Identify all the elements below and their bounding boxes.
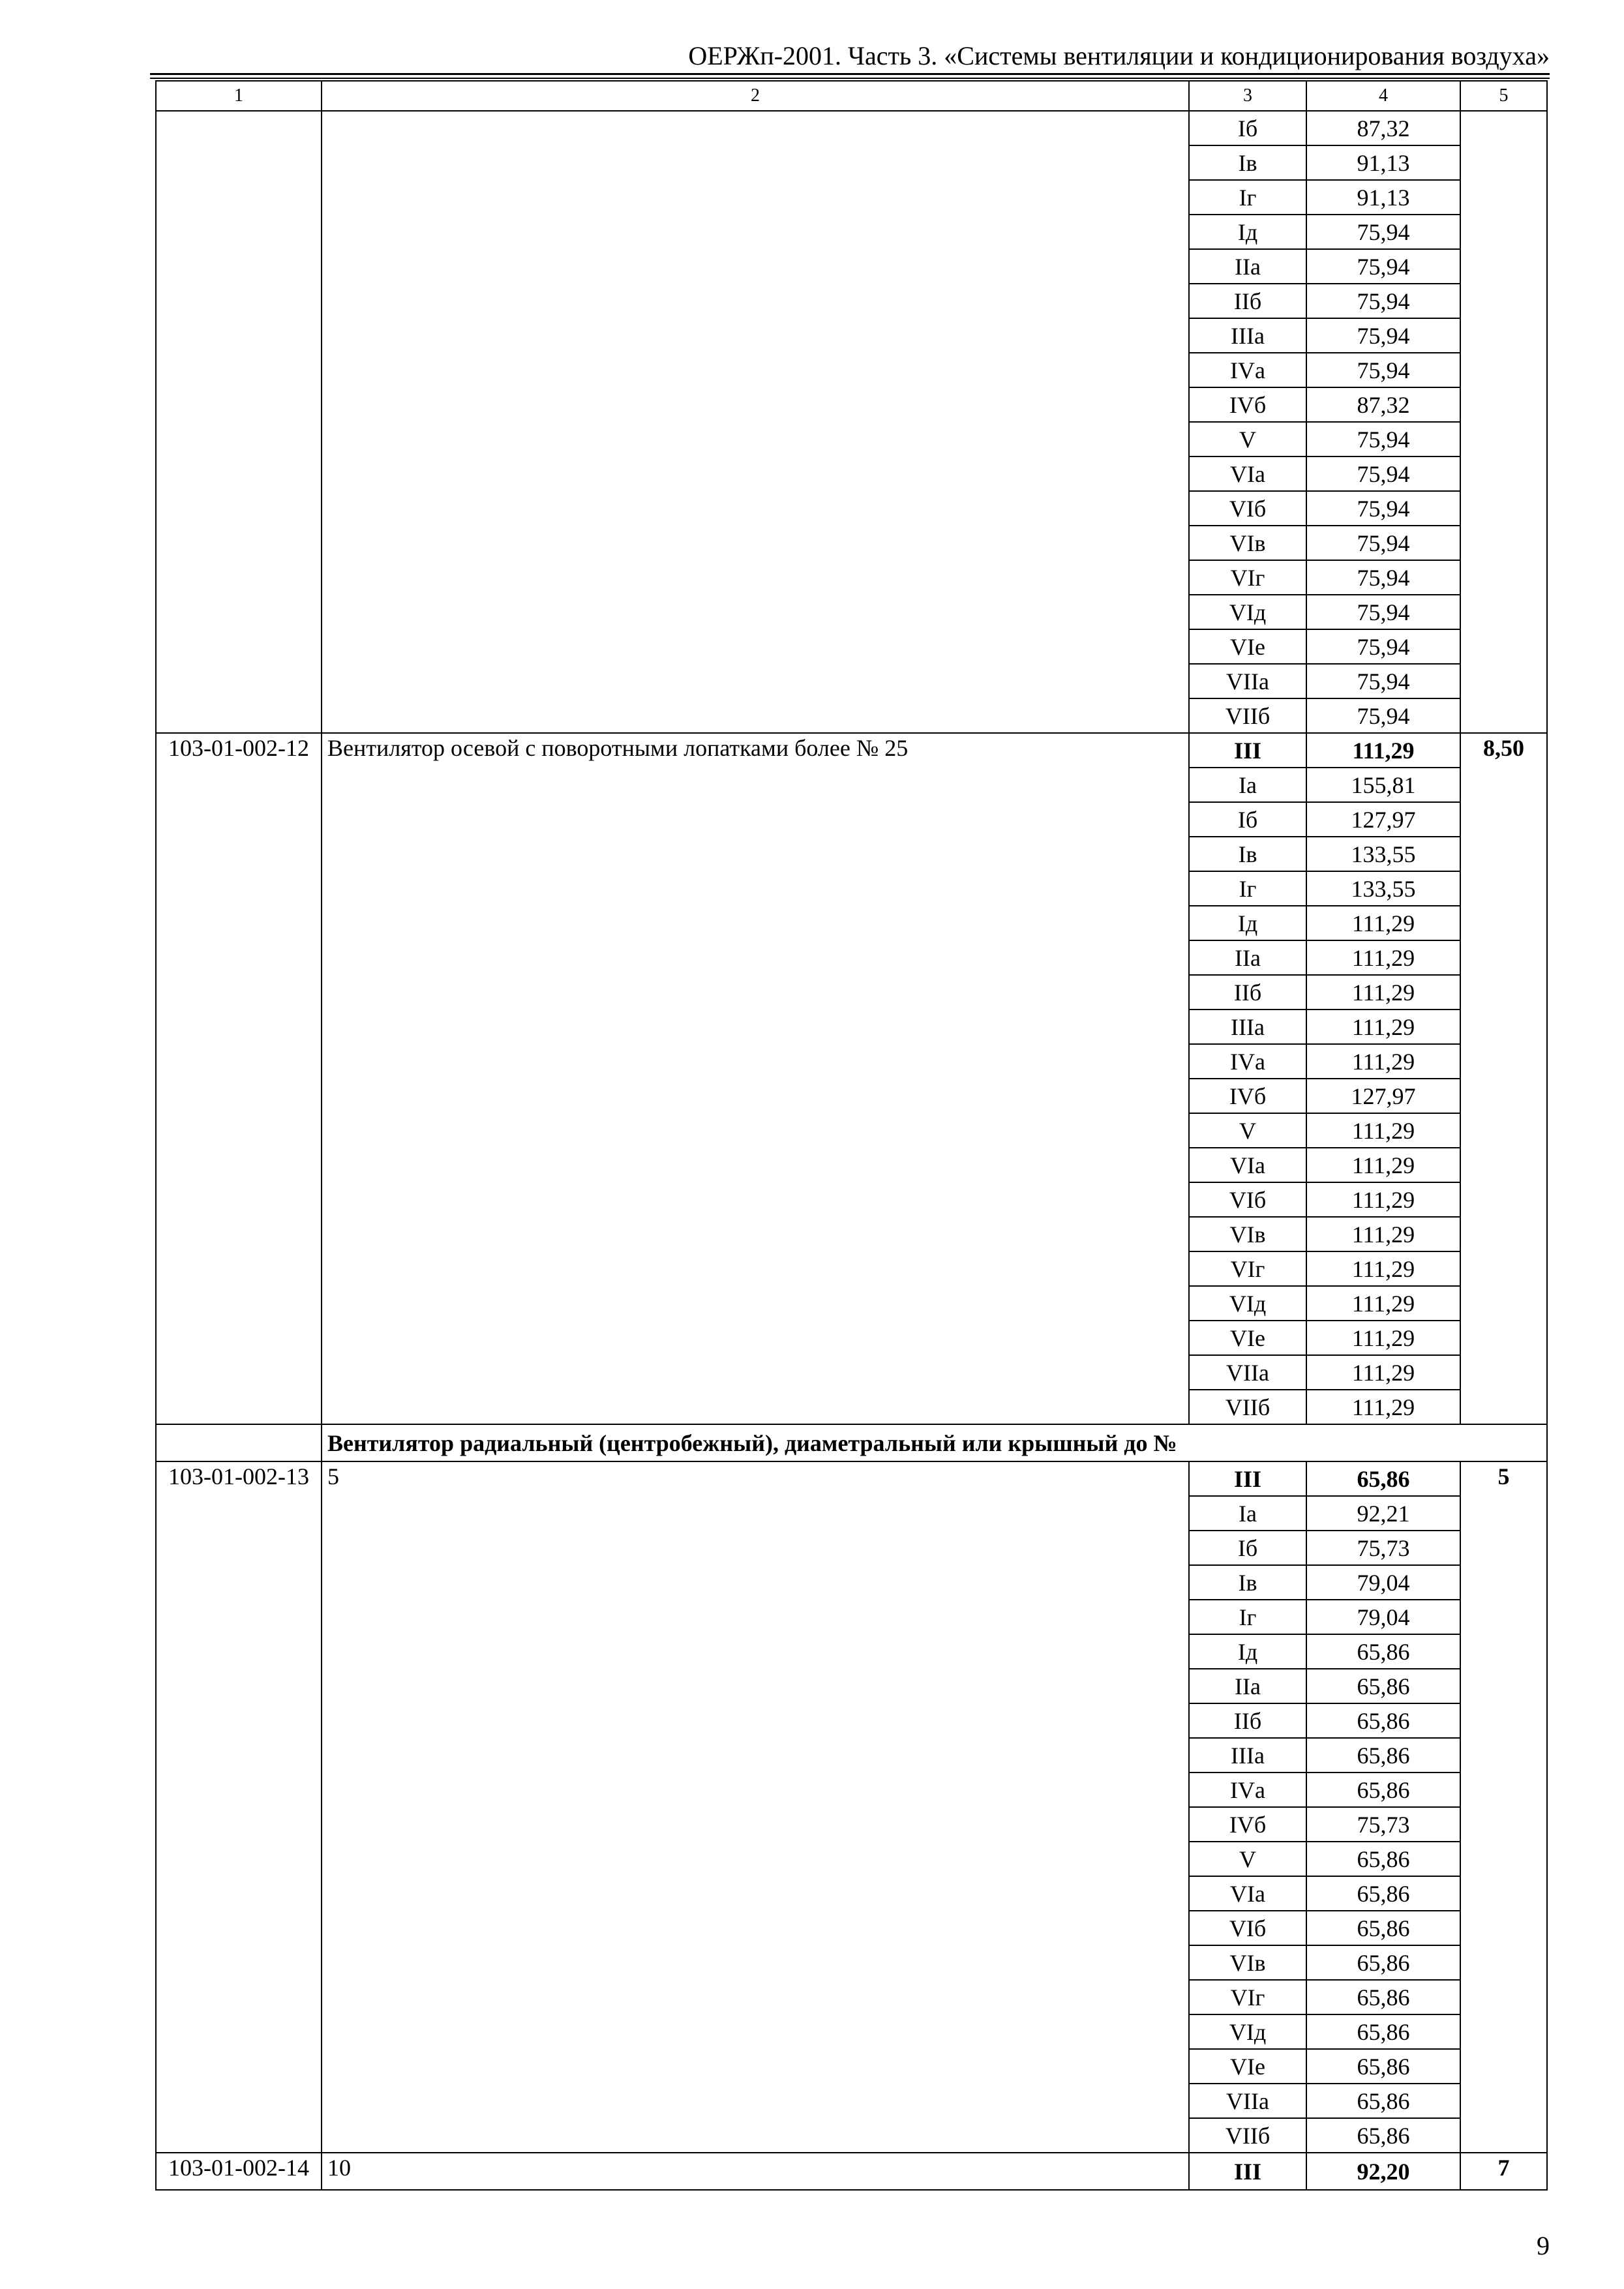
value-cell: 133,55 xyxy=(1306,837,1460,871)
zone-cell: IIIа xyxy=(1189,1010,1306,1044)
zone-cell: VIIб xyxy=(1189,698,1306,733)
page-header: ОЕРЖп-2001. Часть 3. «Системы вентиляции и кондиционирования воздуха» xyxy=(688,41,1550,70)
value-cell: 111,29 xyxy=(1306,733,1460,768)
table-row xyxy=(156,2153,1547,2190)
zone-cell: VIд xyxy=(1189,595,1306,629)
value-cell: 111,29 xyxy=(1306,1113,1460,1148)
rates-table-body xyxy=(156,81,1547,2190)
value-cell: 87,32 xyxy=(1306,111,1460,145)
page-number: 9 xyxy=(1537,2231,1550,2260)
zone-cell: VIг xyxy=(1189,560,1306,595)
zone-cell: Iд xyxy=(1189,1634,1306,1669)
value-cell: 111,29 xyxy=(1306,1286,1460,1321)
zone-cell: Iб xyxy=(1189,1531,1306,1565)
value-cell: 111,29 xyxy=(1306,1321,1460,1355)
zone-cell: IIIа xyxy=(1189,1738,1306,1773)
value-cell: 111,29 xyxy=(1306,1355,1460,1390)
value-cell: 111,29 xyxy=(1306,906,1460,940)
value-cell: 75,94 xyxy=(1306,215,1460,249)
value-cell: 75,94 xyxy=(1306,353,1460,387)
zone-cell: VIб xyxy=(1189,491,1306,526)
value-cell: 79,04 xyxy=(1306,1565,1460,1600)
value-cell: 92,20 xyxy=(1306,2153,1460,2190)
code-cell xyxy=(156,111,322,733)
zone-cell: VIд xyxy=(1189,1286,1306,1321)
value-cell: 75,73 xyxy=(1306,1531,1460,1565)
zone-cell: IVб xyxy=(1189,1807,1306,1842)
value-cell: 65,86 xyxy=(1306,2084,1460,2118)
zone-cell: IVа xyxy=(1189,1044,1306,1079)
value-cell: 65,86 xyxy=(1306,1980,1460,2014)
zone-cell: VIв xyxy=(1189,1945,1306,1980)
column-number: 3 xyxy=(1189,81,1306,111)
value-cell: 75,94 xyxy=(1306,456,1460,491)
zone-cell: Iг xyxy=(1189,1600,1306,1634)
name-cell xyxy=(322,111,1189,733)
column-number: 2 xyxy=(322,81,1189,111)
value-cell: 111,29 xyxy=(1306,1251,1460,1286)
zone-cell: VIа xyxy=(1189,1876,1306,1911)
zone-cell: IIб xyxy=(1189,1703,1306,1738)
column-number: 4 xyxy=(1306,81,1460,111)
value-cell: 75,73 xyxy=(1306,1807,1460,1842)
zone-cell: III xyxy=(1189,1461,1306,1496)
zone-cell: IIа xyxy=(1189,249,1306,284)
col5-cell: 5 xyxy=(1460,1461,1547,2153)
zone-cell: VIIа xyxy=(1189,1355,1306,1390)
code-cell: 103-01-002-12 xyxy=(156,733,322,1424)
zone-cell: IIа xyxy=(1189,940,1306,975)
zone-cell: Iд xyxy=(1189,906,1306,940)
value-cell: 75,94 xyxy=(1306,491,1460,526)
col5-cell: 7 xyxy=(1460,2153,1547,2190)
zone-cell: Iг xyxy=(1189,871,1306,906)
value-cell: 91,13 xyxy=(1306,145,1460,180)
value-cell: 75,94 xyxy=(1306,595,1460,629)
value-cell: 75,94 xyxy=(1306,664,1460,698)
value-cell: 92,21 xyxy=(1306,1496,1460,1531)
value-cell: 65,86 xyxy=(1306,1945,1460,1980)
value-cell: 111,29 xyxy=(1306,975,1460,1010)
zone-cell: IIIа xyxy=(1189,318,1306,353)
group-title-row xyxy=(156,1424,1547,1461)
value-cell: 75,94 xyxy=(1306,560,1460,595)
value-cell: 65,86 xyxy=(1306,1773,1460,1807)
zone-cell: V xyxy=(1189,1113,1306,1148)
zone-cell: IVб xyxy=(1189,1079,1306,1113)
zone-cell: Iг xyxy=(1189,180,1306,215)
zone-cell: IIб xyxy=(1189,284,1306,318)
value-cell: 111,29 xyxy=(1306,1010,1460,1044)
value-cell: 65,86 xyxy=(1306,1876,1460,1911)
table-row xyxy=(156,733,1547,768)
zone-cell: Iа xyxy=(1189,1496,1306,1531)
zone-cell: VIе xyxy=(1189,2049,1306,2084)
value-cell: 65,86 xyxy=(1306,2049,1460,2084)
header-rule-thin xyxy=(150,78,1550,79)
zone-cell: Iв xyxy=(1189,1565,1306,1600)
value-cell: 65,86 xyxy=(1306,1634,1460,1669)
value-cell: 65,86 xyxy=(1306,1461,1460,1496)
zone-cell: VIв xyxy=(1189,1217,1306,1251)
value-cell: 65,86 xyxy=(1306,1738,1460,1773)
zone-cell: V xyxy=(1189,1842,1306,1876)
zone-cell: VIIб xyxy=(1189,2118,1306,2153)
column-numbers-row xyxy=(156,81,1547,111)
value-cell: 75,94 xyxy=(1306,422,1460,456)
zone-cell: IVа xyxy=(1189,353,1306,387)
value-cell: 111,29 xyxy=(1306,1182,1460,1217)
header-rule xyxy=(150,73,1550,75)
value-cell: 111,29 xyxy=(1306,1217,1460,1251)
zone-cell: VIе xyxy=(1189,1321,1306,1355)
zone-cell: V xyxy=(1189,422,1306,456)
value-cell: 75,94 xyxy=(1306,629,1460,664)
zone-cell: IIа xyxy=(1189,1669,1306,1703)
value-cell: 65,86 xyxy=(1306,1842,1460,1876)
name-cell: 5 xyxy=(322,1461,1189,2153)
zone-cell: IVа xyxy=(1189,1773,1306,1807)
zone-cell: VIа xyxy=(1189,456,1306,491)
value-cell: 133,55 xyxy=(1306,871,1460,906)
group-title: Вентилятор радиальный (центробежный), диаметральный или крышный до № xyxy=(322,1424,1547,1461)
value-cell: 75,94 xyxy=(1306,698,1460,733)
col5-cell xyxy=(1460,111,1547,733)
value-cell: 91,13 xyxy=(1306,180,1460,215)
zone-cell: IVб xyxy=(1189,387,1306,422)
value-cell: 155,81 xyxy=(1306,768,1460,802)
value-cell: 75,94 xyxy=(1306,249,1460,284)
col5-cell: 8,50 xyxy=(1460,733,1547,1424)
name-cell: Вентилятор осевой с поворотными лопатками более № 25 xyxy=(322,733,1189,1424)
table-row xyxy=(156,1461,1547,1496)
zone-cell: VIб xyxy=(1189,1911,1306,1945)
zone-cell: VIв xyxy=(1189,526,1306,560)
value-cell: 65,86 xyxy=(1306,2118,1460,2153)
zone-cell: Iб xyxy=(1189,802,1306,837)
zone-cell: IIб xyxy=(1189,975,1306,1010)
value-cell: 79,04 xyxy=(1306,1600,1460,1634)
value-cell: 127,97 xyxy=(1306,802,1460,837)
zone-cell: VIIа xyxy=(1189,664,1306,698)
zone-cell: Iд xyxy=(1189,215,1306,249)
value-cell: 75,94 xyxy=(1306,284,1460,318)
value-cell: 111,29 xyxy=(1306,1148,1460,1182)
zone-cell: VIб xyxy=(1189,1182,1306,1217)
zone-cell: Iб xyxy=(1189,111,1306,145)
name-cell: 10 xyxy=(322,2153,1189,2190)
zone-cell: Iа xyxy=(1189,768,1306,802)
rates-table xyxy=(155,80,1548,2191)
value-cell: 65,86 xyxy=(1306,2014,1460,2049)
value-cell: 111,29 xyxy=(1306,940,1460,975)
zone-cell: VIе xyxy=(1189,629,1306,664)
value-cell: 65,86 xyxy=(1306,1669,1460,1703)
code-cell: 103-01-002-13 xyxy=(156,1461,322,2153)
zone-cell: VIа xyxy=(1189,1148,1306,1182)
zone-cell: VIд xyxy=(1189,2014,1306,2049)
zone-cell: VIIб xyxy=(1189,1390,1306,1424)
value-cell: 75,94 xyxy=(1306,526,1460,560)
value-cell: 65,86 xyxy=(1306,1703,1460,1738)
zone-cell: VIг xyxy=(1189,1251,1306,1286)
column-number: 1 xyxy=(156,81,322,111)
code-cell xyxy=(156,1424,322,1461)
code-cell: 103-01-002-14 xyxy=(156,2153,322,2190)
zone-cell: III xyxy=(1189,733,1306,768)
zone-cell: III xyxy=(1189,2153,1306,2190)
value-cell: 111,29 xyxy=(1306,1390,1460,1424)
value-cell: 75,94 xyxy=(1306,318,1460,353)
table-row xyxy=(156,111,1547,145)
value-cell: 111,29 xyxy=(1306,1044,1460,1079)
zone-cell: Iв xyxy=(1189,145,1306,180)
column-number: 5 xyxy=(1460,81,1547,111)
value-cell: 65,86 xyxy=(1306,1911,1460,1945)
zone-cell: Iв xyxy=(1189,837,1306,871)
zone-cell: VIг xyxy=(1189,1980,1306,2014)
value-cell: 127,97 xyxy=(1306,1079,1460,1113)
value-cell: 87,32 xyxy=(1306,387,1460,422)
zone-cell: VIIа xyxy=(1189,2084,1306,2118)
